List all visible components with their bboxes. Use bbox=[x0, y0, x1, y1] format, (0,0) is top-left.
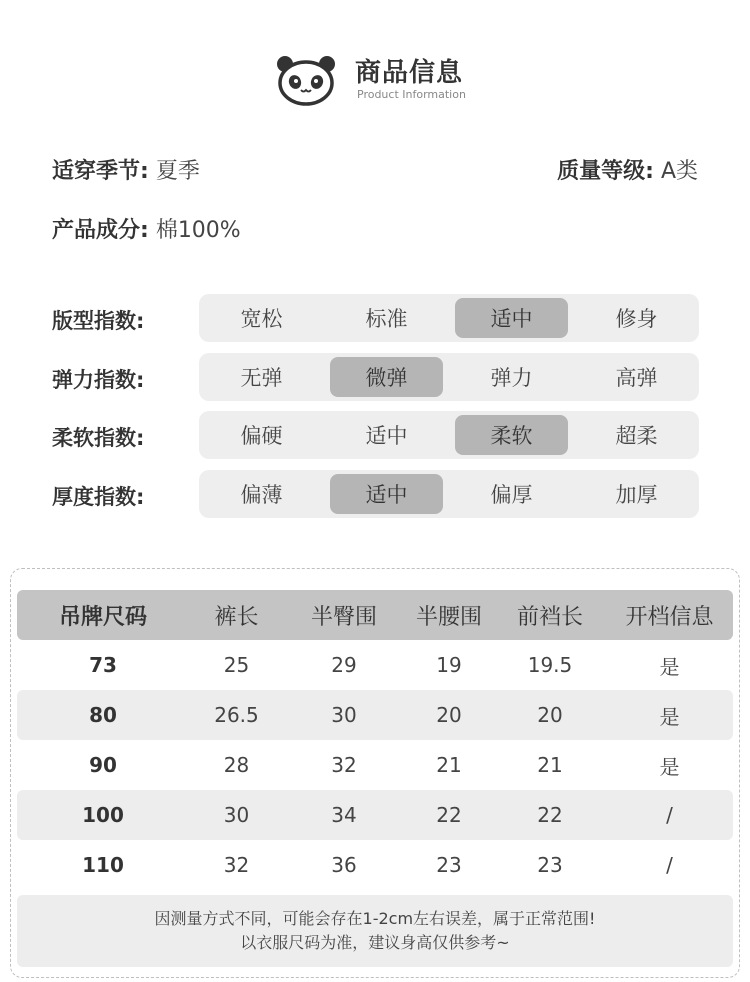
table-cell: 19.5 bbox=[527, 653, 573, 677]
elasticity-option: 高弹 bbox=[615, 366, 658, 390]
fit-option: 标准 bbox=[365, 307, 408, 331]
table-cell: 29 bbox=[331, 653, 357, 677]
table-cell: 是 bbox=[659, 754, 680, 779]
softness-option-selected: 柔软 bbox=[455, 415, 568, 455]
table-cell: 21 bbox=[537, 753, 563, 777]
table-cell: 25 bbox=[223, 653, 250, 677]
fit-option: 宽松 bbox=[240, 307, 283, 331]
softness-option: 适中 bbox=[365, 424, 408, 448]
table-cell: 30 bbox=[223, 803, 250, 827]
material-value: 棉100% bbox=[155, 218, 241, 243]
table-cell: 34 bbox=[331, 803, 357, 827]
material-info bbox=[52, 213, 241, 244]
softness-index-label: 柔软指数: bbox=[52, 426, 145, 450]
measurement-note bbox=[17, 895, 733, 967]
table-cell: 80 bbox=[89, 703, 117, 727]
header-cell: 吊牌尺码 bbox=[58, 604, 147, 630]
table-row bbox=[17, 690, 733, 740]
table-cell: 36 bbox=[331, 853, 357, 877]
softness-option: 超柔 bbox=[615, 424, 658, 448]
season-info bbox=[52, 154, 200, 185]
elasticity-option-selected: 微弹 bbox=[330, 357, 443, 397]
table-cell: 26.5 bbox=[214, 703, 259, 727]
table-cell: 32 bbox=[331, 753, 357, 777]
quality-key: 质量等级: bbox=[557, 159, 654, 184]
table-row bbox=[17, 740, 733, 790]
table-cell: 90 bbox=[89, 753, 117, 777]
table-row bbox=[17, 840, 733, 890]
elasticity-option: 无弹 bbox=[240, 366, 283, 390]
table-cell: 28 bbox=[223, 753, 250, 777]
table-cell: 23 bbox=[436, 853, 462, 877]
table-cell: 22 bbox=[436, 803, 462, 827]
table-cell: 32 bbox=[223, 853, 250, 877]
table-cell: 23 bbox=[537, 853, 563, 877]
thickness-option-selected: 适中 bbox=[330, 474, 443, 514]
table-row bbox=[17, 640, 733, 690]
table-cell: / bbox=[666, 853, 673, 877]
table-cell: 19 bbox=[436, 653, 462, 677]
elasticity-index-label: 弹力指数: bbox=[52, 368, 145, 392]
thickness-option: 偏薄 bbox=[240, 483, 283, 507]
fit-index-bar bbox=[199, 294, 699, 342]
note-line: 以衣服尺码为准，建议身高仅供参考~ bbox=[240, 933, 510, 952]
softness-option: 偏硬 bbox=[240, 424, 283, 448]
material-key: 产品成分: bbox=[52, 218, 149, 243]
fit-index-label: 版型指数: bbox=[52, 309, 145, 333]
quality-value: A类 bbox=[660, 159, 698, 184]
thickness-option: 偏厚 bbox=[490, 483, 533, 507]
elasticity-option: 弹力 bbox=[490, 366, 533, 390]
table-cell: / bbox=[666, 803, 673, 827]
softness-index-bar bbox=[199, 411, 699, 459]
thickness-option: 加厚 bbox=[615, 483, 658, 507]
size-table-header bbox=[17, 590, 733, 640]
header-cell: 半臀围 bbox=[310, 604, 377, 630]
header-cell: 前裆长 bbox=[516, 604, 583, 630]
note-line: 因测量方式不同，可能会存在1-2cm左右误差，属于正常范围! bbox=[154, 909, 596, 928]
elasticity-index-bar bbox=[199, 353, 699, 401]
table-cell: 22 bbox=[537, 803, 563, 827]
table-cell: 20 bbox=[436, 703, 462, 727]
table-cell: 21 bbox=[436, 753, 462, 777]
table-cell: 是 bbox=[659, 704, 680, 729]
quality-info bbox=[557, 154, 698, 185]
fit-option: 修身 bbox=[615, 307, 658, 331]
table-cell: 73 bbox=[89, 653, 117, 677]
header-cell: 开档信息 bbox=[625, 604, 714, 630]
header-cell: 裤长 bbox=[214, 604, 259, 630]
page-subtitle: Product Information bbox=[357, 88, 466, 101]
thickness-index-label: 厚度指数: bbox=[52, 485, 145, 509]
section-header bbox=[275, 52, 466, 108]
table-row bbox=[17, 790, 733, 840]
season-key: 适穿季节: bbox=[52, 159, 149, 184]
season-value: 夏季 bbox=[155, 159, 200, 184]
table-cell: 110 bbox=[82, 853, 124, 877]
header-cell: 半腰围 bbox=[415, 604, 482, 630]
panda-icon bbox=[275, 54, 337, 106]
table-cell: 是 bbox=[659, 654, 680, 679]
table-cell: 30 bbox=[331, 703, 357, 727]
thickness-index-bar bbox=[199, 470, 699, 518]
table-cell: 100 bbox=[82, 803, 124, 827]
table-cell: 20 bbox=[537, 703, 563, 727]
page-title: 商品信息 bbox=[355, 58, 464, 88]
fit-option-selected: 适中 bbox=[455, 298, 568, 338]
